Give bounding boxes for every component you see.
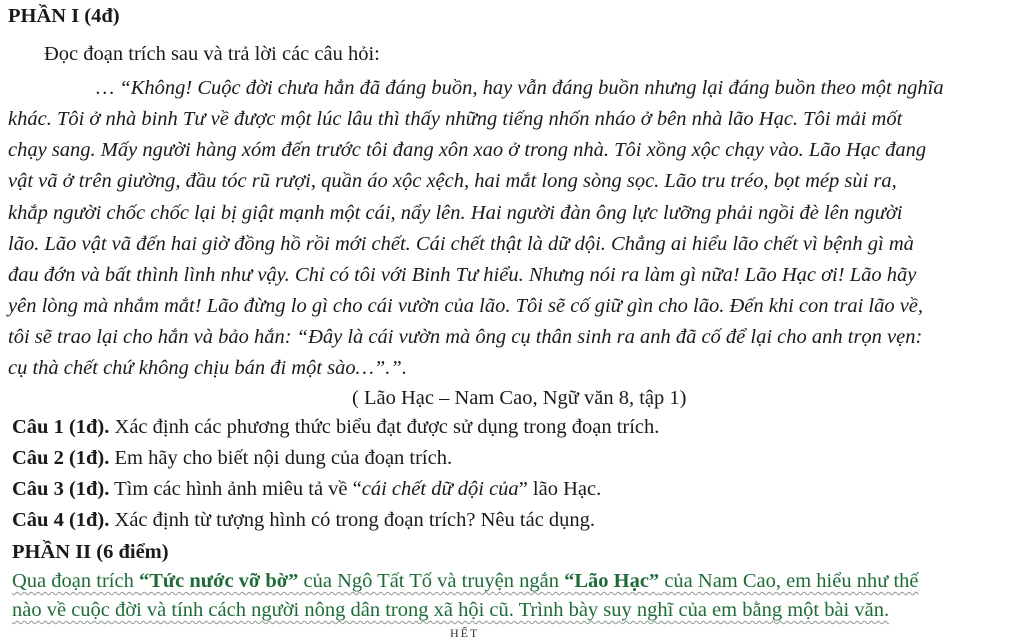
question-2	[12, 446, 452, 470]
passage-line: khác. Tôi ở nhà binh Tư về được một lúc lâu thì thấy những tiếng nhốn nháo ở bên nhà lão Hạc. Tôi mải mốt	[8, 108, 903, 130]
passage-line: đau đớn và bất thình lình như vậy. Chỉ có tôi với Binh Tư hiểu. Nhưng nói ra làm gì nữa! Lão Hạc ơi! Lão hãy	[8, 264, 917, 286]
question-text: Tìm các hình ảnh miêu tả về “	[109, 478, 362, 500]
instruction: Đọc đoạn trích sau và trả lời các câu hỏi:	[44, 43, 380, 65]
question-text: Xác định từ tượng hình có trong đoạn trích? Nêu tác dụng.	[109, 509, 596, 531]
footer-end-mark: HẾT	[450, 626, 480, 640]
question-text: Em hãy cho biết nội dung của đoạn trích.	[109, 447, 453, 469]
passage-line: tôi sẽ trao lại cho hắn và bảo hắn: “Đây là cái vườn mà ông cụ thân sinh ra anh đã cố để lại cho anh trọn vẹn:	[8, 326, 923, 348]
passage-line: vật vã ở trên giường, đầu tóc rũ rượi, quần áo xộc xệch, hai mắt long sòng sọc. Lão tru tréo, bọt mép sùi ra,	[8, 170, 897, 192]
question-label: Câu 2 (1đ).	[12, 447, 110, 469]
question-1	[12, 415, 659, 439]
prompt-text: của Ngô Tất Tố và truyện ngắn	[298, 570, 565, 592]
prompt-text: của Nam Cao, em hiểu như thế	[659, 570, 919, 592]
prompt-title: “Tức nước vỡ bờ”	[138, 570, 299, 592]
question-text: Xác định các phương thức biểu đạt được sử dụng trong đoạn trích.	[109, 416, 660, 438]
question-label: Câu 1 (1đ).	[12, 416, 110, 438]
question-4	[12, 508, 595, 532]
part2-prompt-line-1	[12, 569, 919, 593]
prompt-text: Qua đoạn trích	[12, 570, 139, 592]
passage-line: cụ thà chết chứ không chịu bán đi một sào…”.”.	[8, 357, 407, 379]
part2-heading: PHẦN II (6 điểm)	[12, 541, 169, 563]
passage-line: lão. Lão vật vã đến hai giờ đồng hồ rồi mới chết. Cái chết thật là dữ dội. Chẳng ai hiểu lão chết vì bệnh gì mà	[8, 233, 914, 255]
question-3	[12, 477, 601, 501]
part2-prompt-line-2: nào về cuộc đời và tính cách người nông dân trong xã hội cũ. Trình bày suy nghĩ của em bằng một bài văn.	[12, 599, 890, 621]
prompt-title: “Lão Hạc”	[564, 570, 660, 592]
question-text: ” lão Hạc.	[518, 478, 602, 500]
passage-line: khắp người chốc chốc lại bị giật mạnh một cái, nẩy lên. Hai người đàn ông lực lưỡng phải ngồi đè lên người	[8, 202, 903, 224]
passage-line: chạy sang. Mấy người hàng xóm đến trước tôi đang xôn xao ở trong nhà. Tôi xồng xộc chạy vào. Lão Hạc đang	[8, 139, 927, 161]
passage-line: yên lòng mà nhắm mắt! Lão đừng lo gì cho cái vườn của lão. Tôi sẽ cố giữ gìn cho lão. Đến khi con trai lão về,	[8, 295, 924, 317]
question-text-italic: cái chết dữ dội của	[361, 478, 519, 500]
passage-source: ( Lão Hạc – Nam Cao, Ngữ văn 8, tập 1)	[352, 387, 687, 409]
part1-heading: PHẦN I (4đ)	[8, 5, 120, 27]
passage-line: … “Không! Cuộc đời chưa hẳn đã đáng buồn, hay vẫn đáng buồn nhưng lại đáng buồn theo một nghĩa	[96, 77, 944, 99]
question-label: Câu 4 (1đ).	[12, 509, 110, 531]
question-label: Câu 3 (1đ).	[12, 478, 110, 500]
